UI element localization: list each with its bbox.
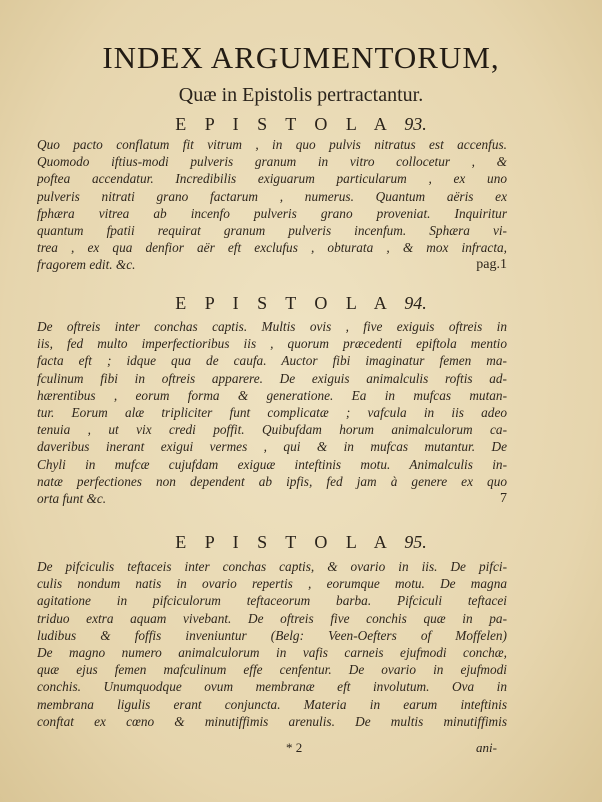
text-line: conftat ex cœno & minutiffimis arenulis. De multis minutiffimis <box>37 713 507 729</box>
section-heading-label: E P I S T O L A <box>175 293 393 313</box>
section-heading-number: 93. <box>404 114 427 134</box>
text-line: De oftreis inter conchas captis. Multis ovis , five exiguis oftreis in <box>37 319 507 334</box>
section-heading-label: E P I S T O L A <box>175 532 393 552</box>
text-line: fragorem edit. &c. <box>37 257 136 273</box>
section-heading-94 <box>0 293 602 314</box>
section-heading-number: 94. <box>404 293 427 313</box>
text-line: fphæra vitrea ab incenfo pulveris grano proveniat. Inquiritur <box>37 205 507 221</box>
text-line: facta eft ; idque qua de caufa. Auctor fibi imaginatur femen ma- <box>37 353 507 369</box>
page-title: INDEX ARGUMENTORUM, <box>102 40 500 75</box>
text-line: tur. Eorum alæ tripliciter funt complicatæ ; vafcula in iis adeo <box>37 404 507 420</box>
text-line-last <box>37 256 507 273</box>
text-line: daveribus inerant exigui vermes , qui & in mufcas mutantur. De <box>37 439 507 455</box>
text-line: orta funt &c. <box>37 490 107 506</box>
text-line: quæ ejus femen mafculinum effe cenfentur. De ovario in ejufmodi <box>37 662 507 678</box>
text-line: poftea accendatur. Incredibilis exiguarum particularum , ex uno <box>37 171 507 187</box>
text-line: agitatione in pifciculorum teftaceorum barba. Pifciculi teftacei <box>37 593 507 609</box>
text-line: De pifciculis teftaceis inter conchas captis, & ovario in iis. De pifci- <box>37 559 507 574</box>
text-line: De magno numero animalculorum in vafis carneis ejufmodi conchæ, <box>37 644 507 660</box>
text-line: quantum fpatii requirat granum pulveris incenfum. Sphæra vi- <box>37 222 507 238</box>
text-line: conchis. Unumquodque ovum membranæ eft involutum. Ova in <box>37 679 507 695</box>
text-line-last <box>37 490 507 507</box>
text-line: tenuia , ut vix credi poffit. Quibufdam horum animalculorum ca- <box>37 422 507 438</box>
section-body-95 <box>37 558 507 730</box>
text-line: trea , ex qua denfior aër eft exclufus , obturata , & mox infracta, <box>37 240 507 256</box>
section-heading-number: 95. <box>404 532 427 552</box>
section-heading-label: E P I S T O L A <box>175 114 393 134</box>
text-line: Quo pacto conflatum fit vitrum , in quo pulvis nitratus est accenfus. <box>37 137 507 152</box>
text-line: natæ perfectiones non dependent ab ipfis, fed jam à genere ex quo <box>37 473 507 489</box>
text-line: ludibus & foffis inveniuntur (Belg: Veen-Oefters of Moffelen) <box>37 627 507 643</box>
page-reference: pag.1 <box>476 257 507 273</box>
text-line: Quomodo iftius-modi pulveris granum in vitro collocetur , & <box>37 154 507 170</box>
page-reference: 7 <box>500 490 507 506</box>
section-body-94 <box>37 318 507 507</box>
text-line: culis nondum natis in ovario repertis , eorumque motu. De magna <box>37 576 507 592</box>
text-line: fculinum fibi in oftreis apparere. De exiguis animalculis roftis ad- <box>37 370 507 386</box>
text-line: membrana ligulis erant conjuncta. Materia in earum inteftinis <box>37 696 507 712</box>
text-line: hærentibus , eorum forma & generatione. Ea in mufcas mutan- <box>37 387 507 403</box>
section-heading-95 <box>0 532 602 553</box>
signature-mark: * 2 <box>286 740 303 755</box>
text-line: pulveris nitrati grano factarum , numerus. Quantum aëris ex <box>37 188 507 204</box>
catchword: ani- <box>476 740 497 755</box>
text-line: iis, fed multo imperfectioribus iis , quorum præcedenti epiftola mentio <box>37 336 507 352</box>
section-heading-93 <box>0 114 602 135</box>
page-subtitle: Quæ in Epistolis pertractantur. <box>178 84 424 106</box>
text-line: triduo extra aquam vivebant. De oftreis five conchis quæ in pa- <box>37 610 507 626</box>
text-line: Chyli in mufcæ cujufdam exiguæ inteftinis motu. Animalculis in- <box>37 456 507 472</box>
section-body-93 <box>37 136 507 274</box>
